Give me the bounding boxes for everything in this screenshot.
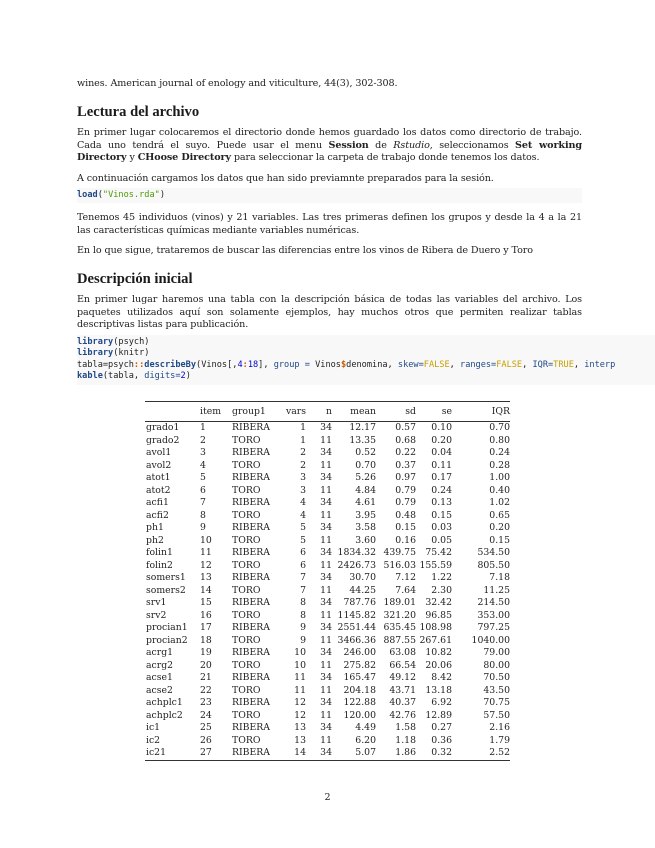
table-cell: 4 [300, 497, 306, 508]
table-cell: 0.15 [395, 522, 416, 533]
table-cell: 3 [200, 447, 206, 458]
table-cell: 3 [300, 472, 306, 483]
table-cell: 0.40 [489, 484, 510, 496]
table-cell: 6.20 [355, 734, 376, 746]
table-cell: 7.64 [395, 584, 416, 596]
table-cell: 11 [320, 459, 332, 471]
table-cell: 0.15 [431, 509, 452, 521]
table-cell: 189.01 [383, 597, 416, 608]
table-cell: RIBERA [232, 697, 271, 708]
table-cell: 3466.36 [337, 634, 376, 646]
table-cell: 70.50 [483, 672, 510, 683]
table-cell: 1.79 [489, 734, 510, 746]
table-cell: RIBERA [232, 447, 271, 458]
table-cell: 10 [294, 659, 306, 671]
table-cell: 0.57 [395, 422, 416, 433]
table-cell: 21 [200, 672, 212, 683]
table-cell: 787.76 [343, 597, 376, 608]
table-row [145, 485, 510, 498]
table-row [145, 547, 510, 560]
table-cell: acse1 [146, 672, 173, 683]
table-cell: 3.95 [355, 509, 376, 521]
table-cell: 34 [320, 422, 332, 433]
table-cell: 34 [320, 747, 332, 758]
table-cell: 0.79 [395, 497, 416, 508]
table-cell: 11 [320, 659, 332, 671]
table-row [145, 560, 510, 573]
table-cell: 8 [300, 597, 306, 608]
table-cell: 17 [200, 622, 212, 633]
table-cell: 0.32 [431, 747, 452, 758]
table-cell: 3.60 [355, 534, 376, 546]
table-cell: 34 [320, 672, 332, 683]
table-cell: 7 [300, 572, 306, 583]
table-row [145, 510, 510, 523]
table-cell: RIBERA [232, 597, 271, 608]
table-cell: 321.20 [383, 609, 416, 621]
table-cell: ic1 [146, 722, 161, 733]
table-cell: 11 [320, 559, 332, 571]
table-cell: 20 [200, 659, 212, 671]
table-row [145, 685, 510, 698]
table-cell: TORO [232, 584, 261, 596]
table-cell: acfi1 [146, 497, 169, 508]
table-cell: ph2 [146, 534, 164, 546]
table-cell: 11 [200, 547, 212, 558]
table-cell: srv1 [146, 597, 167, 608]
table-cell: RIBERA [232, 647, 271, 658]
table-cell: 12 [200, 559, 212, 571]
table-cell: RIBERA [232, 497, 271, 508]
table-cell: 11.25 [483, 584, 510, 596]
table-cell: atot2 [146, 484, 171, 496]
table-cell: 24 [200, 709, 212, 721]
table-cell: RIBERA [232, 572, 271, 583]
table-cell: 1.58 [395, 722, 416, 733]
table-cell: 34 [320, 522, 332, 533]
table-cell: 11 [320, 684, 332, 696]
table-row [145, 460, 510, 473]
table-cell: 0.24 [489, 447, 510, 458]
table-cell: folin1 [146, 547, 173, 558]
table-cell: 13.35 [349, 434, 376, 446]
table-cell: TORO [232, 634, 261, 646]
table-cell: 32.42 [425, 597, 452, 608]
table-cell: 0.13 [431, 497, 452, 508]
table-cell: 5.07 [355, 747, 376, 758]
table-cell: 0.70 [489, 422, 510, 433]
table-cell: 9 [300, 622, 306, 633]
header-cell: vars [285, 406, 306, 417]
table-body [145, 422, 510, 761]
table-cell: 516.03 [383, 559, 416, 571]
table-cell: 10 [200, 534, 212, 546]
table-row [145, 722, 510, 735]
table-cell: 79.00 [483, 647, 510, 658]
table-cell: 34 [320, 647, 332, 658]
table-cell: RIBERA [232, 747, 271, 758]
table-cell: 0.52 [355, 447, 376, 458]
header-cell: IQR [491, 406, 510, 417]
table-row [145, 497, 510, 510]
table-cell: 887.55 [383, 634, 416, 646]
table-cell: 5 [200, 472, 206, 483]
table-cell: 120.00 [343, 709, 376, 721]
table-cell: 155.59 [419, 559, 452, 571]
table-row [145, 660, 510, 673]
table-cell: procian1 [146, 622, 188, 633]
table-cell: 0.24 [431, 484, 452, 496]
table-cell: 15 [200, 597, 212, 608]
table-cell: 1.22 [431, 572, 452, 583]
table-cell: 23 [200, 697, 212, 708]
table-cell: 12 [294, 709, 306, 721]
table-row [145, 635, 510, 648]
table-cell: 0.20 [489, 522, 510, 533]
table-cell: 96.85 [425, 609, 452, 621]
table-cell: 34 [320, 572, 332, 583]
table-cell: 267.61 [419, 634, 452, 646]
table-cell: ic21 [146, 747, 167, 758]
table-cell: 1.02 [489, 497, 510, 508]
table-cell: 34 [320, 447, 332, 458]
table-cell: 80.00 [483, 659, 510, 671]
header-cell: se [441, 406, 452, 417]
table-cell: 1834.32 [337, 547, 376, 558]
table-cell: 0.04 [431, 447, 452, 458]
section-title-descripcion: Descripción inicial [77, 271, 193, 287]
table-row [145, 572, 510, 585]
table-row [145, 422, 510, 435]
table-cell: 11 [294, 684, 306, 696]
table-cell: 4.84 [355, 484, 376, 496]
table-cell: procian2 [146, 634, 188, 646]
table-cell: TORO [232, 709, 261, 721]
table-cell: 8 [200, 509, 206, 521]
table-cell: 26 [200, 734, 212, 746]
table-cell: 0.28 [489, 459, 510, 471]
table-cell: 2.16 [489, 722, 510, 733]
table-row [145, 735, 510, 748]
table-cell: TORO [232, 509, 261, 521]
table-header-row [145, 402, 510, 422]
table-cell: 0.03 [431, 522, 452, 533]
table-cell: RIBERA [232, 472, 271, 483]
table-cell: 44.25 [349, 584, 376, 596]
table-cell: 0.97 [395, 472, 416, 483]
table-cell: 13 [294, 734, 306, 746]
table-cell: RIBERA [232, 622, 271, 633]
table-cell: avol2 [146, 459, 172, 471]
table-cell: 14 [200, 584, 212, 596]
table-cell: 122.88 [343, 697, 376, 708]
table-cell: 34 [320, 722, 332, 733]
table-cell: 0.68 [395, 434, 416, 446]
table-cell: 0.16 [395, 534, 416, 546]
table-cell: 2551.44 [337, 622, 376, 633]
table-cell: 108.98 [419, 622, 452, 633]
table-cell: 14 [294, 747, 306, 758]
table-cell: 34 [320, 547, 332, 558]
table-cell: 11 [294, 672, 306, 683]
table-cell: 7.18 [489, 572, 510, 583]
table-cell: 0.17 [431, 472, 452, 483]
table-cell: 27 [200, 747, 212, 758]
table-row [145, 610, 510, 623]
table-cell: achplc1 [146, 697, 183, 708]
header-cell: item [200, 406, 222, 417]
table-cell: 11 [320, 584, 332, 596]
table-row [145, 697, 510, 710]
table-row [145, 472, 510, 485]
table-cell: 19 [200, 647, 212, 658]
table-cell: 204.18 [343, 684, 376, 696]
table-cell: 4 [200, 459, 206, 471]
table-cell: acfi2 [146, 509, 169, 521]
table-cell: 0.27 [431, 722, 452, 733]
code-block-load: load("Vinos.rda") [77, 188, 582, 203]
table-cell: 1 [300, 422, 306, 433]
intro-line: wines. American journal of enology and viticulture, 44(3), 302-308. [77, 78, 398, 89]
table-cell: 0.20 [431, 434, 452, 446]
table-cell: TORO [232, 559, 261, 571]
table-cell: TORO [232, 609, 261, 621]
table-cell: 13 [200, 572, 212, 583]
table-cell: srv2 [146, 609, 167, 621]
table-cell: 1.86 [395, 747, 416, 758]
table-row [145, 647, 510, 660]
table-cell: 11 [320, 484, 332, 496]
table-cell: 0.05 [431, 534, 452, 546]
table-cell: acrg2 [146, 659, 174, 671]
paragraph-individuos: Tenemos 45 individuos (vinos) y 21 variables. Las tres primeras definen los grupos y desde la 4 a la 21 las características químicas mediante variables numéricas. [77, 212, 582, 236]
table-cell: avol1 [146, 447, 172, 458]
table-row [145, 535, 510, 548]
table-cell: 70.75 [483, 697, 510, 708]
table-row [145, 622, 510, 635]
table-cell: 2 [300, 447, 306, 458]
table-cell: 635.45 [383, 622, 416, 633]
table-cell: 7 [300, 584, 306, 596]
table-cell: 0.70 [355, 459, 376, 471]
table-cell: 1.00 [489, 472, 510, 483]
table-cell: TORO [232, 434, 261, 446]
table-cell: 42.76 [389, 709, 416, 721]
table-cell: 16 [200, 609, 212, 621]
table-cell: 12 [294, 697, 306, 708]
paragraph-diferencias: En lo que sigue, trataremos de buscar las diferencias entre los vinos de Ribera de Duero y Toro [77, 245, 533, 256]
table-cell: acrg1 [146, 647, 174, 658]
paragraph-cargamos: A continuación cargamos los datos que han sido previamnte preparados para la sesión. [77, 173, 494, 184]
describe-table [145, 401, 510, 761]
table-cell: 6 [200, 484, 206, 496]
header-cell [145, 402, 200, 422]
table-cell: grado2 [146, 434, 180, 446]
table-cell: RIBERA [232, 722, 271, 733]
table-cell: 34 [320, 697, 332, 708]
table-cell: 10 [294, 647, 306, 658]
table-cell: 0.22 [395, 447, 416, 458]
table-cell: 11 [320, 609, 332, 621]
table-cell: 0.79 [395, 484, 416, 496]
table-cell: 2.30 [431, 584, 452, 596]
table-cell: 43.71 [389, 684, 416, 696]
table-cell: 0.10 [431, 422, 452, 433]
header-cell: mean [350, 406, 376, 417]
table-cell: 5 [300, 522, 306, 533]
table-cell: 13.18 [425, 684, 452, 696]
table-cell: 34 [320, 622, 332, 633]
table-cell: ic2 [146, 734, 161, 746]
code-block-describe: library(psych) library(knitr) tabla=psych::describeBy(Vinos[,4:18], group = Vinos$denomina, skew=FALSE, ranges=FALSE, IQR=TRUE, interp kable(tabla, digits=2) [77, 335, 655, 385]
table-cell: 3.58 [355, 522, 376, 533]
table-cell: 0.65 [489, 509, 510, 521]
table-cell: 34 [320, 472, 332, 483]
table-cell: 22 [200, 684, 212, 696]
table-cell: 25 [200, 722, 212, 733]
table-cell: 353.00 [477, 609, 510, 621]
table-cell: 6 [300, 559, 306, 571]
table-cell: 34 [320, 597, 332, 608]
table-cell: 0.37 [395, 459, 416, 471]
table-cell: 8.42 [431, 672, 452, 683]
table-cell: RIBERA [232, 547, 271, 558]
table-cell: 6.92 [431, 697, 452, 708]
table-cell: 11 [320, 634, 332, 646]
table-cell: 4.61 [355, 497, 376, 508]
table-cell: 66.54 [389, 659, 416, 671]
table-cell: 3 [300, 484, 306, 496]
table-cell: 9 [200, 522, 206, 533]
table-row [145, 747, 510, 760]
table-cell: 805.50 [477, 559, 510, 571]
table-cell: 12.89 [425, 709, 452, 721]
section-title-lectura: Lectura del archivo [77, 104, 200, 120]
table-cell: 63.08 [389, 647, 416, 658]
table-cell: 439.75 [383, 547, 416, 558]
paragraph-directorio: En primer lugar colocaremos el directorio donde hemos guardado los datos como directorio de trabajo. Cada uno tendrá el suyo. Puede usar el menu Session de Rstudio, seleccionamos Set working Directory y CHoose Directory para seleccionar la carpeta de trabajo donde tenemos los datos. [77, 127, 582, 164]
header-cell: n [326, 406, 332, 417]
table-cell: 5.26 [355, 472, 376, 483]
table-cell: 11 [320, 509, 332, 521]
table-cell: 11 [320, 709, 332, 721]
paragraph-tabla: En primer lugar haremos una tabla con la descripción básica de todas las variables del archivo. Los paquetes utilizados aquí son solamente ejemplos, hay muchos otros que permiten realizar tablas descriptivas listas para publicación. [77, 294, 582, 331]
table-cell: 57.50 [483, 709, 510, 721]
table-cell: 11 [320, 434, 332, 446]
table-cell: 0.48 [395, 509, 416, 521]
table-cell: ph1 [146, 522, 164, 533]
table-cell: TORO [232, 534, 261, 546]
table-row [145, 435, 510, 448]
table-cell: 0.15 [489, 534, 510, 546]
table-cell: 11 [320, 734, 332, 746]
page-number: 2 [324, 792, 331, 803]
table-cell: 13 [294, 722, 306, 733]
table-cell: 1 [200, 422, 206, 433]
table-row [145, 672, 510, 685]
table-cell: 1.18 [395, 734, 416, 746]
table-cell: 0.11 [431, 459, 452, 471]
table-cell: 10.82 [425, 647, 452, 658]
table-row [145, 447, 510, 460]
table-row [145, 597, 510, 610]
table-cell: RIBERA [232, 672, 271, 683]
table-row [145, 710, 510, 723]
table-cell: 11 [320, 534, 332, 546]
table-cell: 1040.00 [471, 634, 510, 646]
table-cell: 1145.82 [337, 609, 376, 621]
table-cell: 20.06 [425, 659, 452, 671]
table-cell: TORO [232, 734, 261, 746]
table-cell: grado1 [146, 422, 180, 433]
table-cell: 40.37 [389, 697, 416, 708]
table-cell: 0.80 [489, 434, 510, 446]
table-cell: TORO [232, 459, 261, 471]
table-cell: 9 [300, 634, 306, 646]
table-cell: 2 [200, 434, 206, 446]
table-cell: atot1 [146, 472, 171, 483]
table-cell: 1 [300, 434, 306, 446]
table-cell: 49.12 [389, 672, 416, 683]
table-row [145, 522, 510, 535]
table-cell: achplc2 [146, 709, 183, 721]
table-cell: TORO [232, 659, 261, 671]
table-cell: 275.82 [343, 659, 376, 671]
table-cell: 2426.73 [337, 559, 376, 571]
table-cell: 214.50 [477, 597, 510, 608]
table-cell: 30.70 [349, 572, 376, 583]
table-cell: 7 [200, 497, 206, 508]
header-cell: sd [405, 406, 416, 417]
table-cell: folin2 [146, 559, 173, 571]
table-cell: 4 [300, 509, 306, 521]
table-cell: 797.25 [477, 622, 510, 633]
table-cell: 0.36 [431, 734, 452, 746]
header-cell: group1 [232, 406, 266, 417]
table-cell: somers2 [146, 584, 186, 596]
table-cell: 165.47 [343, 672, 376, 683]
table-cell: TORO [232, 484, 261, 496]
table-cell: 34 [320, 497, 332, 508]
table-cell: 12.17 [349, 422, 376, 433]
table-cell: 7.12 [395, 572, 416, 583]
table-row [145, 585, 510, 598]
table-cell: TORO [232, 684, 261, 696]
table-cell: acse2 [146, 684, 173, 696]
table-cell: 18 [200, 634, 212, 646]
table-cell: somers1 [146, 572, 186, 583]
table-cell: RIBERA [232, 522, 271, 533]
table-cell: 534.50 [477, 547, 510, 558]
table-cell: 4.49 [355, 722, 376, 733]
table-cell: 5 [300, 534, 306, 546]
table-cell: 43.50 [483, 684, 510, 696]
table-cell: 2 [300, 459, 306, 471]
table-cell: 8 [300, 609, 306, 621]
table-cell: 246.00 [343, 647, 376, 658]
table-cell: 6 [300, 547, 306, 558]
table-cell: 75.42 [425, 547, 452, 558]
table-cell: 2.52 [489, 747, 510, 758]
table-cell: RIBERA [232, 422, 271, 433]
